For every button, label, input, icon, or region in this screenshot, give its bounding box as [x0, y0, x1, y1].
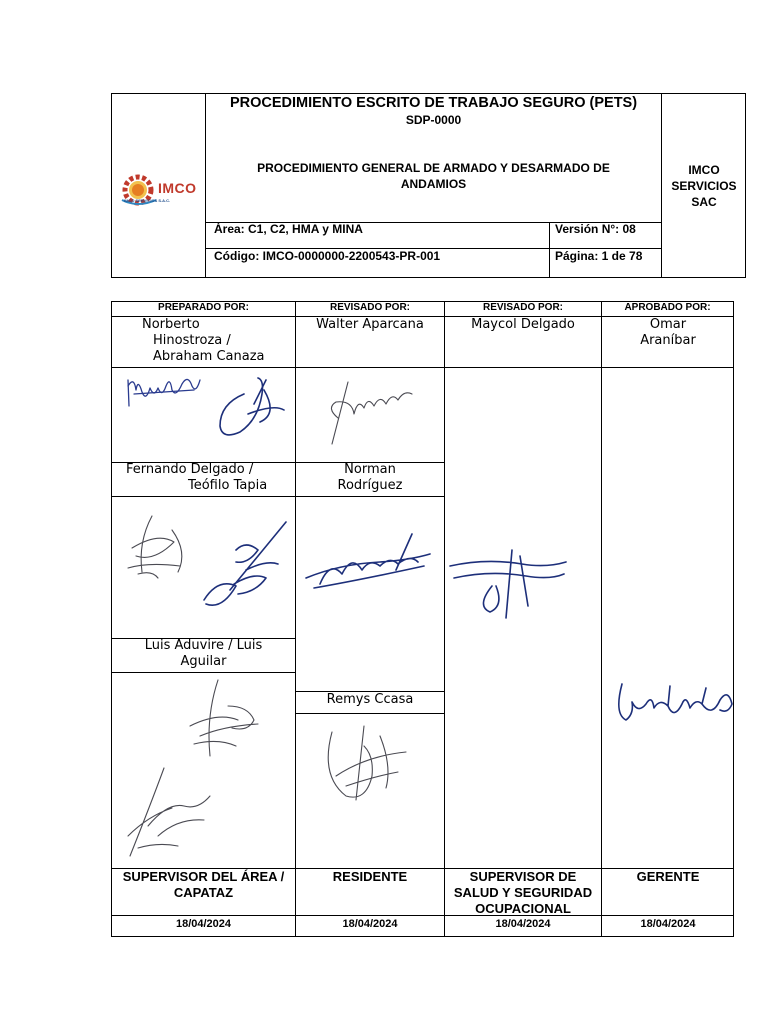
row-line-names — [111, 367, 734, 368]
signature-walter — [318, 378, 418, 450]
col-header-prepared: PREPARADO POR: — [158, 302, 249, 313]
col-divider-3 — [601, 301, 602, 937]
prepared-names-3: Luis Aduvire / Luis Aguilar — [144, 638, 263, 669]
company-logo — [120, 172, 202, 212]
role-gerente: GERENTE — [636, 869, 700, 884]
reviewed1-name-1: Walter Aparcana — [316, 317, 424, 332]
procedure-subtitle-line1: PROCEDIMIENTO GENERAL DE ARMADO Y DESARMADO DE — [257, 161, 610, 175]
signature-teofilo — [196, 520, 292, 612]
col-header-approved: APROBADO POR: — [624, 302, 711, 313]
prepared-names-1: Norberto Hinostroza / Abraham Canaza — [142, 317, 265, 364]
code-field: Código: IMCO-0000000-2200543-PR-001 — [214, 249, 441, 263]
col1-line-b — [111, 496, 296, 497]
role-residente: RESIDENTE — [332, 869, 408, 884]
signature-fernando — [118, 512, 194, 588]
company-name-line3: SAC — [691, 195, 717, 209]
col2-line-b — [295, 496, 445, 497]
procedure-subtitle-line2: ANDAMIOS — [400, 177, 467, 191]
reviewed1-name-3: Remys Ccasa — [326, 692, 414, 707]
signature-maycol — [446, 546, 570, 622]
logo-text: IMCO — [158, 180, 197, 196]
signature-aguilar — [118, 766, 218, 864]
date-col3: 18/04/2024 — [495, 918, 551, 930]
date-col4: 18/04/2024 — [640, 918, 696, 930]
col2-line-d — [295, 713, 445, 714]
role-supervisor-sso: SUPERVISOR DE SALUD Y SEGURIDAD OCUPACIONAL — [453, 869, 593, 916]
col-divider-1 — [295, 301, 296, 937]
signature-norberto — [124, 372, 204, 420]
company-name-line2: SERVICIOS — [671, 179, 737, 193]
company-name-line1: IMCO — [688, 163, 720, 177]
signature-abraham — [214, 374, 286, 444]
version-field: Versión N°: 08 — [555, 222, 636, 236]
company-name — [662, 162, 746, 210]
col-header-reviewed-1: REVISADO POR: — [329, 302, 410, 313]
col-divider-2 — [444, 301, 445, 937]
col-header-reviewed-2: REVISADO POR: — [482, 302, 563, 313]
header-divider-mid — [549, 222, 550, 278]
date-col2: 18/04/2024 — [342, 918, 398, 930]
reviewed2-name: Maycol Delgado — [471, 317, 575, 332]
reviewed1-names-2: Norman Rodríguez — [337, 462, 403, 493]
area-field: Área: C1, C2, HMA y MINA — [214, 222, 363, 236]
col1-line-d — [111, 672, 296, 673]
signature-remys — [316, 716, 412, 808]
prepared-names-2: Fernando Delgado / Teófilo Tapia — [126, 462, 268, 493]
signature-omar — [612, 674, 736, 732]
document-code-top: SDP-0000 — [405, 113, 462, 127]
logo-subtext: IMCO SERVICIOS S.A.C. — [124, 198, 171, 203]
page-title: PROCEDIMIENTO ESCRITO DE TRABAJO SEGURO (PETS) — [229, 95, 638, 111]
signature-luis — [178, 676, 268, 762]
row-line-dates — [111, 915, 734, 916]
approved-names: Omar Araníbar — [640, 317, 696, 348]
date-col1: 18/04/2024 — [175, 918, 232, 930]
signature-norman — [300, 530, 436, 600]
role-supervisor-area: SUPERVISOR DEL ÁREA / CAPATAZ — [122, 869, 285, 900]
page-number-field: Página: 1 de 78 — [555, 249, 643, 263]
